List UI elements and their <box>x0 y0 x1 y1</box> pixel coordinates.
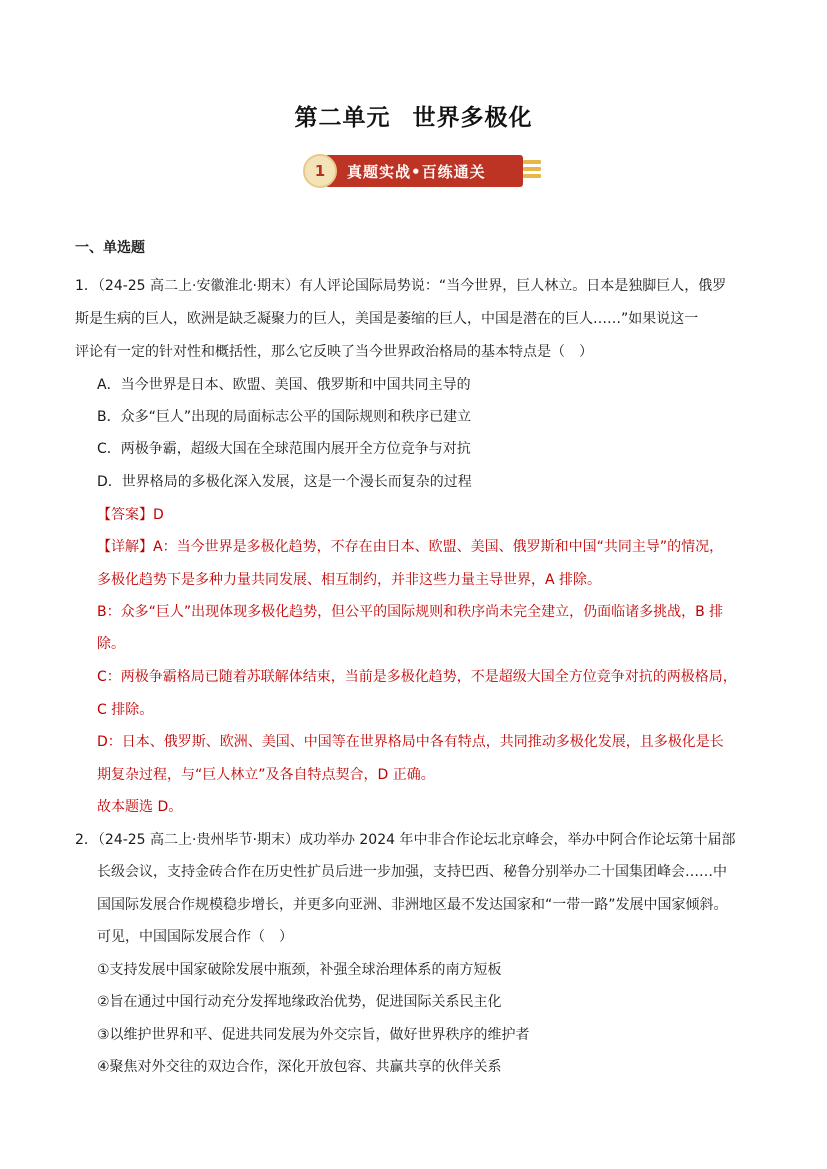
section-heading: 一、单选题 <box>75 240 145 256</box>
banner-number-badge: 1 <box>303 154 337 188</box>
banner-ribbon-icon <box>523 160 541 184</box>
explanation-line: C 排除。 <box>97 702 154 718</box>
question-1-option-b: B．众多“巨人”出现的局面标志公平的国际规则和秩序已建立 <box>97 409 472 425</box>
question-1-option-a: A．当今世界是日本、欧盟、美国、俄罗斯和中国共同主导的 <box>97 377 471 393</box>
question-2-option-1: ①支持发展中国家破除发展中瓶颈，补强全球治理体系的南方短板 <box>97 962 502 978</box>
question-2-option-2: ②旨在通过中国行动充分发挥地缘政治优势，促进国际关系民主化 <box>97 994 502 1010</box>
explanation-line: 【详解】A：当今世界是多极化趋势，不存在由日本、欧盟、美国、俄罗斯和中国“共同主导”的情况， <box>97 539 724 555</box>
explanation-line: 多极化趋势下是多种力量共同发展、相互制约，并非这些力量主导世界，A 排除。 <box>97 572 602 588</box>
explanation-line: 除。 <box>97 636 125 652</box>
title-unit: 第二单元 <box>294 104 391 131</box>
question-1-option-d: D．世界格局的多极化深入发展，这是一个漫长而复杂的过程 <box>97 474 472 490</box>
question-1-conclusion: 故本题选 D。 <box>97 799 183 815</box>
question-2-option-4: ④聚焦对外交往的双边合作，深化开放包容、共赢共享的伙伴关系 <box>97 1059 502 1075</box>
explanation-line: B：众多“巨人”出现体现多极化趋势，但公平的国际规则和秩序尚未完全建立，仍面临诸多挑战，B 排 <box>97 604 724 620</box>
question-2-line: 长级会议，支持金砖合作在历史性扩员后进一步加强，支持巴西、秘鲁分别举办二十国集团峰会……中 <box>97 864 727 880</box>
question-1-answer: 【答案】D <box>97 507 164 523</box>
question-2-option-3: ③以维护世界和平、促进共同发展为外交宗旨，做好世界秩序的维护者 <box>97 1027 530 1043</box>
explanation-line: 期复杂过程，与“巨人林立”及各自特点契合，D 正确。 <box>97 767 435 783</box>
question-2-line: 国国际发展合作规模稳步增长，并更多向亚洲、非洲地区最不发达国家和“一带一路”发展中国家倾斜。 <box>97 897 728 913</box>
section-banner <box>303 151 543 193</box>
banner-label: 真题实战•百练通关 <box>325 155 523 187</box>
question-1-line: 斯是生病的巨人，欧洲是缺乏凝聚力的巨人，美国是萎缩的巨人，中国是潜在的巨人……”如果说这一 <box>75 311 699 327</box>
question-1-line: 评论有一定的针对性和概括性，那么它反映了当今世界政治格局的基本特点是（ ） <box>75 344 593 360</box>
title-topic: 世界多极化 <box>412 104 533 131</box>
page-title <box>0 99 827 132</box>
question-1-option-c: C．两极争霸，超级大国在全球范围内展开全方位竞争与对抗 <box>97 441 471 457</box>
explanation-line: D：日本、俄罗斯、欧洲、美国、中国等在世界格局中各有特点，共同推动多极化发展，且多极化是长 <box>97 734 724 750</box>
explanation-line: C：两极争霸格局已随着苏联解体结束，当前是多极化趋势，不是超级大国全方位竞争对抗的两极格局， <box>97 669 737 685</box>
question-2-line: 可见，中国国际发展合作（ ） <box>97 929 293 945</box>
question-1-line: 1．（24-25 高二上·安徽淮北·期末）有人评论国际局势说：“当今世界，巨人林立。日本是独脚巨人，俄罗 <box>75 278 727 294</box>
question-2-line: 2．（24-25 高二上·贵州毕节·期末）成功举办 2024 年中非合作论坛北京峰会，举办中阿合作论坛第十届部 <box>75 832 736 848</box>
